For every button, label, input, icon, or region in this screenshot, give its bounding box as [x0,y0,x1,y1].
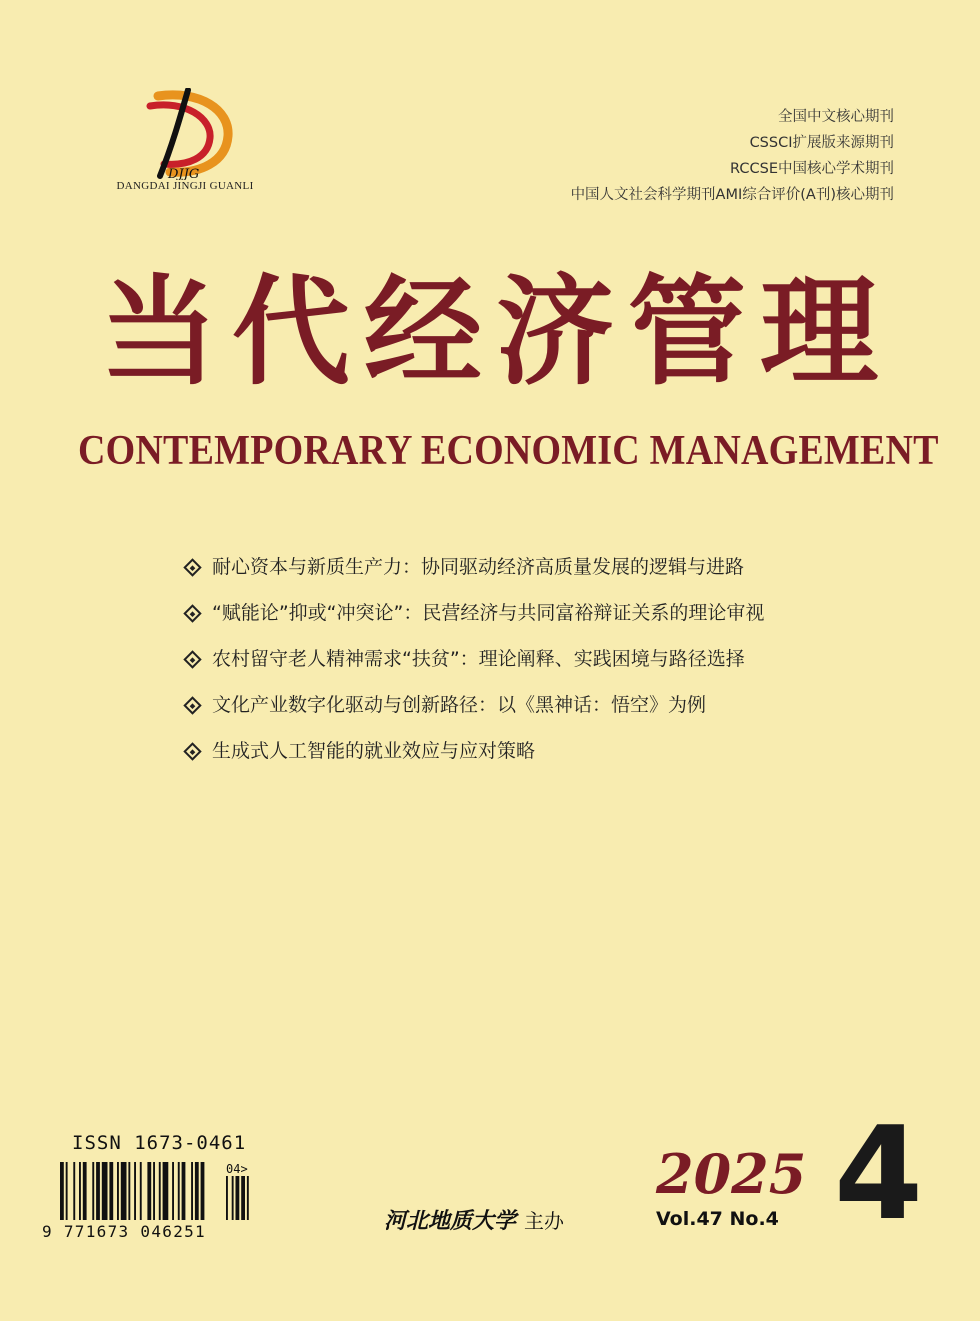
article-title: 耐心资本与新质生产力：协同驱动经济高质量发展的逻辑与进路 [212,556,745,578]
indexing-list [571,104,894,208]
journal-logo-icon [130,88,240,180]
journal-title-en: CONTEMPORARY ECONOMIC MANAGEMENT [78,427,939,475]
diamond-bullet-icon [183,696,201,714]
diamond-bullet-icon [183,558,201,576]
diamond-bullet-icon [183,650,201,668]
logo-text: DANGDAI JINGJI GUANLI [116,180,254,192]
indexing-item: 中国人文社会科学期刊AMI综合评价(A刊)核心期刊 [570,187,894,203]
article-title: 农村留守老人精神需求“扶贫”：理论阐释、实践困境与路径选择 [212,648,745,670]
issue-year: 2025 [656,1142,807,1206]
indexing-item: RCCSE中国核心学术期刊 [730,161,894,177]
article-title: 生成式人工智能的就业效应与应对策略 [212,740,536,762]
article-item [182,552,764,598]
article-item [182,690,764,736]
article-title: “赋能论”抑或“冲突论”：民营经济与共同富裕辩证关系的理论审视 [212,602,765,624]
issn-label: ISSN 1673-0461 [72,1132,247,1154]
indexing-item: 全国中文核心期刊 [778,109,894,125]
journal-title-cn: 当代经济管理 [100,262,893,401]
volume-number: Vol.47 No.4 [656,1208,779,1230]
indexing-item: CSSCI扩展版来源期刊 [749,135,894,151]
article-list [182,552,764,782]
article-item [182,598,764,644]
article-item [182,644,764,690]
issue-number: 4 [834,1100,924,1249]
article-title: 文化产业数字化驱动与创新路径：以《黑神话：悟空》为例 [212,694,707,716]
barcode-number: 9 771673 046251 [42,1222,206,1241]
diamond-bullet-icon [183,742,201,760]
journal-logo [100,88,270,200]
barcode-addon: 04> [226,1162,248,1176]
diamond-bullet-icon [183,604,201,622]
sponsor-name: 河北地质大学 [384,1208,517,1234]
logo-mark-text: DJJG [168,167,200,180]
sponsor [384,1204,564,1235]
sponsor-role: 主办 [524,1209,565,1233]
article-item [182,736,764,782]
